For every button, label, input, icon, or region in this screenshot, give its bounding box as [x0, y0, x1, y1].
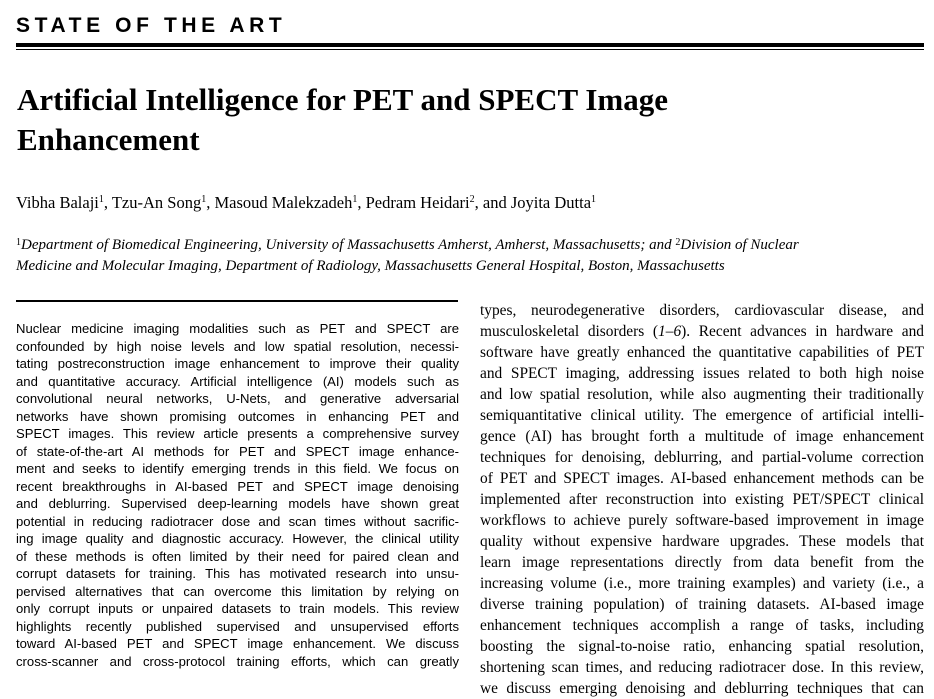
abstract-line: and deblurring. Supervised deep-learning models have shown great: [16, 496, 459, 511]
abstract-line: recent breakthroughs in AI-based PET and SPECT image denoising: [16, 478, 459, 494]
abstract-line: and quantitative accuracy. Artificial intelligence (AI) models such as: [16, 373, 459, 389]
affiliation-line-1: [16, 235, 916, 256]
author-affiliation-mark: 2: [469, 194, 475, 205]
body-line: shortening scan times, and reducing radiotracer dose. In this review,: [480, 659, 924, 676]
author-affiliation-mark: 1: [591, 194, 597, 205]
abstract-line: cross-scanner and cross-protocol training efforts, which can greatly: [16, 653, 459, 669]
body-line: implemented after reconstruction into existing PET/SPECT clinical: [480, 491, 924, 508]
body-line: enhancement techniques accomplish a range of tasks, including: [480, 617, 924, 634]
abstract-line: ment and seeks to identify emerging trends in this field. We focus on: [16, 461, 459, 476]
title-line-1: Artificial Intelligence for PET and SPECT Image: [17, 82, 668, 117]
body-line: software have greatly enhanced the quantitative capabilities of PET: [480, 344, 924, 361]
body-line: increasing volume (i.e., more training examples) and variety (i.e., a: [480, 575, 924, 592]
author-name: Joyita Dutta: [510, 193, 592, 212]
author-name: Pedram Heidari: [365, 193, 470, 212]
body-text: musculoskeletal disorders (: [480, 323, 659, 340]
body-text: ). Recent advances in hardware and: [681, 323, 924, 340]
body-line: semiquantitative clinical utility. The emergence of artificial intelli-: [480, 407, 924, 424]
body-line: techniques for denoising, deblurring, and partial-volume correction: [480, 449, 924, 466]
body-line: of PET and SPECT images. AI-based enhancement methods can be: [480, 470, 924, 487]
abstract-line: SPECT images. This review article presents a comprehensive survey: [16, 426, 459, 441]
author-affiliation-mark: 1: [352, 194, 358, 205]
author-affiliation-mark: 1: [98, 194, 104, 205]
author-affiliation-mark: 1: [201, 194, 207, 205]
author-name: Vibha Balaji: [16, 193, 99, 212]
header-rule-thick: [16, 43, 924, 47]
body-line: [480, 321, 924, 342]
abstract-line: of state-of-the-art AI methods for PET and SPECT image enhance-: [16, 443, 459, 459]
abstract-line: corrupt datasets for training. This has motivated research into unsu-: [16, 566, 459, 581]
abstract-rule: [16, 300, 458, 302]
abstract-line: convolutional neural networks, U-Nets, and generative adversarial: [16, 391, 459, 406]
abstract-line: potential in reducing radiotracer dose and scan times without sacrific-: [16, 513, 459, 529]
body-line: and SPECT imaging, addressing issues related to both high noise: [480, 365, 924, 382]
author-list: [16, 191, 916, 215]
abstract-line: Nuclear medicine imaging modalities such as PET and SPECT are: [16, 321, 459, 336]
abstract-line: of these methods is often limited by their need for paired clean and: [16, 548, 459, 564]
abstract-line: highlights recently published supervised and unsupervised efforts: [16, 618, 459, 634]
body-line: we discuss emerging denoising and deblurring techniques that can: [480, 680, 924, 697]
author-separator: ,: [206, 193, 215, 212]
abstract-line: networks have shown promising outcomes in enhancing PET and: [16, 408, 459, 424]
author-name: Tzu-An Song: [111, 193, 202, 212]
abstract-line: confounded by high noise levels and low spatial resolution, necessi-: [16, 338, 459, 354]
affiliations: [16, 235, 916, 277]
abstract-line: tating postreconstruction image enhancement to improve their quality: [16, 356, 459, 371]
body-line: workflows to achieve purely software-based improvement in image: [480, 512, 924, 529]
affiliation-mark-2: 2: [675, 237, 681, 248]
body-line: and low spatial resolution, while also augmenting their traditionally: [480, 386, 924, 403]
affiliation-line-2: Medicine and Molecular Imaging, Department of Radiology, Massachusetts General Hospital, Boston, Massachusetts: [16, 258, 725, 274]
abstract-line: ing image quality and diagnostic accuracy. However, the clinical utility: [16, 531, 459, 546]
body-line: boosting the signal-to-noise ratio, enhancing spatial resolution,: [480, 638, 924, 655]
body-line: gence (AI) has brought forth a multitude of image enhancement: [480, 428, 924, 445]
section-label: STATE OF THE ART: [16, 14, 287, 37]
abstract: [16, 320, 459, 670]
body-line: quality without expensive hardware upgrades. These models that: [480, 533, 924, 550]
header-rule-thin: [16, 49, 924, 50]
author-separator: , and: [474, 193, 511, 212]
body-line: types, neurodegenerative disorders, cardiovascular disease, and: [480, 302, 924, 319]
article-title: [17, 80, 917, 160]
author-separator: ,: [357, 193, 366, 212]
author-name: Masoud Malekzadeh: [214, 193, 353, 212]
citation-link[interactable]: 1–6: [658, 323, 682, 340]
body-line: learn image representations directly from data benefit from the: [480, 554, 924, 571]
abstract-line: toward AI-based PET and SPECT image enhancement. We discuss: [16, 636, 459, 651]
affiliation-text-1: Department of Biomedical Engineering, University of Massachusetts Amherst, Amherst, Massachusetts; and: [21, 237, 676, 253]
title-line-2: Enhancement: [17, 122, 200, 157]
affiliation-text-2: Division of Nuclear: [680, 237, 799, 253]
affiliation-mark-1: 1: [16, 237, 21, 248]
abstract-line: pervised alternatives that can overcome this limitation by relying on: [16, 583, 459, 599]
author-separator: ,: [103, 193, 112, 212]
body-line: diverse training population) of training datasets. AI-based image: [480, 596, 924, 613]
abstract-line: only corrupt inputs or unpaired datasets to train models. This review: [16, 601, 459, 616]
body-text-column: [480, 300, 924, 699]
